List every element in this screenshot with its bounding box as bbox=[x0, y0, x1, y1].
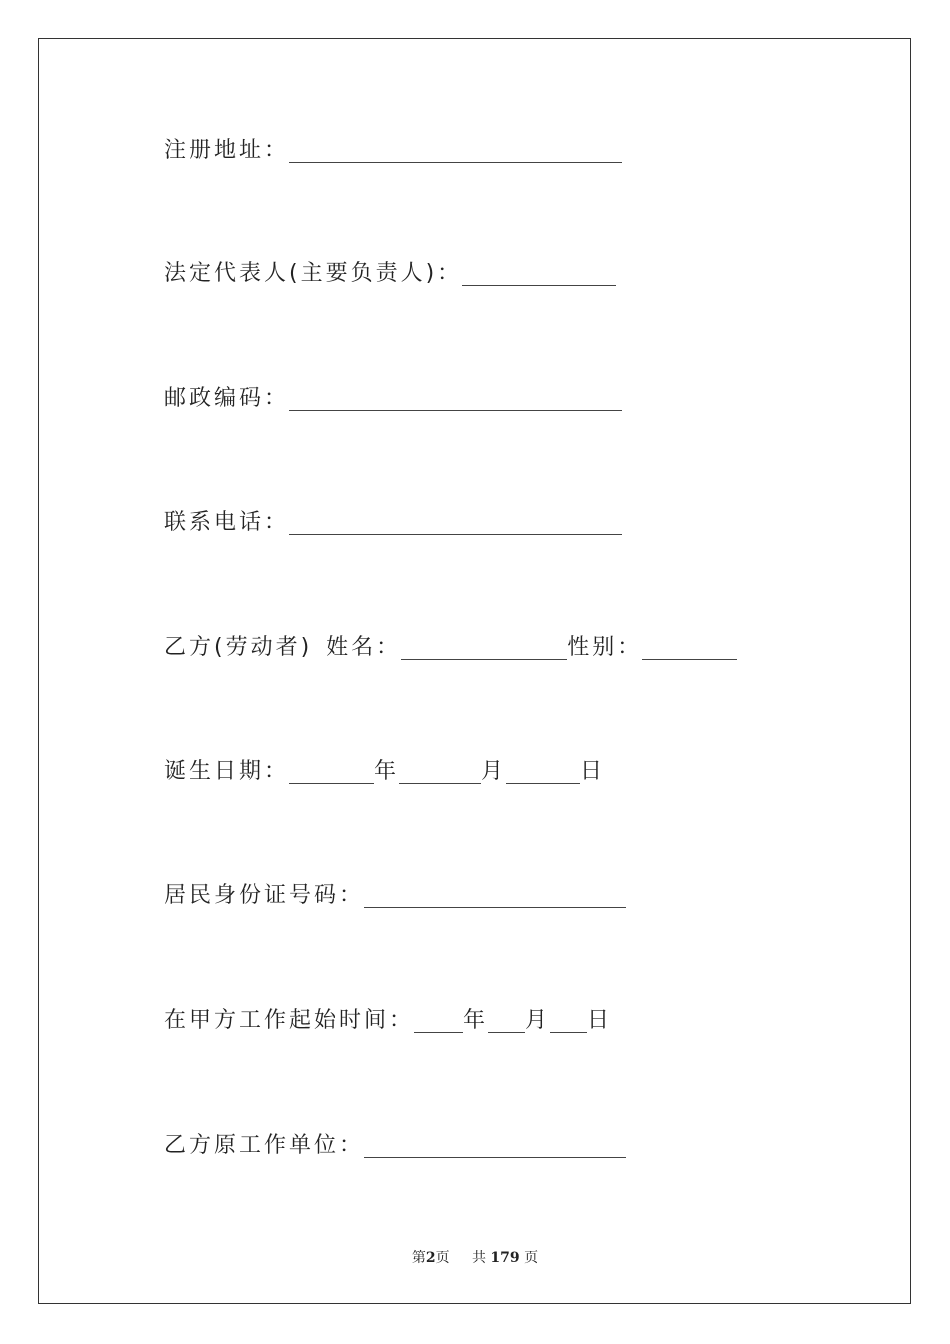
start-date-label: 在甲方工作起始时间： bbox=[164, 1008, 415, 1033]
legal-rep-label: 法定代表人(主要负责人)： bbox=[164, 261, 463, 286]
start-month-field[interactable] bbox=[488, 1010, 525, 1033]
page-border bbox=[38, 38, 911, 1304]
name-field[interactable] bbox=[401, 637, 567, 660]
postal-code-field[interactable] bbox=[289, 388, 622, 411]
start-day-field[interactable] bbox=[550, 1010, 587, 1033]
birth-day-unit: 日 bbox=[580, 759, 606, 784]
birth-month-field[interactable] bbox=[399, 761, 481, 784]
prev-employer-field[interactable] bbox=[364, 1135, 626, 1158]
page-number: 2 bbox=[425, 1250, 436, 1266]
birth-year-field[interactable] bbox=[289, 761, 374, 784]
postal-code-label: 邮政编码： bbox=[164, 386, 290, 411]
page-suffix: 页 bbox=[435, 1250, 450, 1266]
phone-label: 联系电话： bbox=[164, 510, 290, 535]
phone-field[interactable] bbox=[289, 512, 622, 535]
gender-field[interactable] bbox=[642, 637, 737, 660]
phone-row bbox=[164, 508, 622, 538]
page-footer bbox=[0, 1247, 950, 1267]
total-prefix: 共 bbox=[471, 1250, 486, 1266]
start-date-row bbox=[164, 1006, 612, 1036]
party-b-prefix: 乙方(劳动者) bbox=[164, 635, 313, 660]
birth-year-unit: 年 bbox=[374, 759, 400, 784]
birth-date-label: 诞生日期： bbox=[164, 759, 290, 784]
page-prefix: 第 bbox=[411, 1250, 426, 1266]
legal-rep-field[interactable] bbox=[462, 263, 616, 286]
registered-address-row bbox=[164, 136, 622, 166]
postal-code-row bbox=[164, 384, 622, 414]
total-pages: 179 bbox=[490, 1250, 520, 1266]
legal-rep-row bbox=[164, 259, 616, 289]
id-number-field[interactable] bbox=[364, 885, 626, 908]
prev-employer-label: 乙方原工作单位： bbox=[164, 1133, 365, 1158]
birth-month-unit: 月 bbox=[481, 759, 507, 784]
prev-employer-row bbox=[164, 1131, 626, 1161]
birth-day-field[interactable] bbox=[506, 761, 580, 784]
id-number-label: 居民身份证号码： bbox=[164, 883, 365, 908]
party-b-row bbox=[164, 633, 737, 663]
start-day-unit: 日 bbox=[587, 1008, 613, 1033]
name-label: 姓名： bbox=[326, 635, 402, 660]
start-year-unit: 年 bbox=[463, 1008, 489, 1033]
registered-address-field[interactable] bbox=[289, 140, 622, 163]
start-month-unit: 月 bbox=[525, 1008, 551, 1033]
registered-address-label: 注册地址： bbox=[164, 138, 290, 163]
total-suffix: 页 bbox=[524, 1250, 539, 1266]
id-number-row bbox=[164, 881, 626, 911]
birth-date-row bbox=[164, 757, 605, 787]
start-year-field[interactable] bbox=[414, 1010, 463, 1033]
gender-label: 性别： bbox=[567, 635, 643, 660]
